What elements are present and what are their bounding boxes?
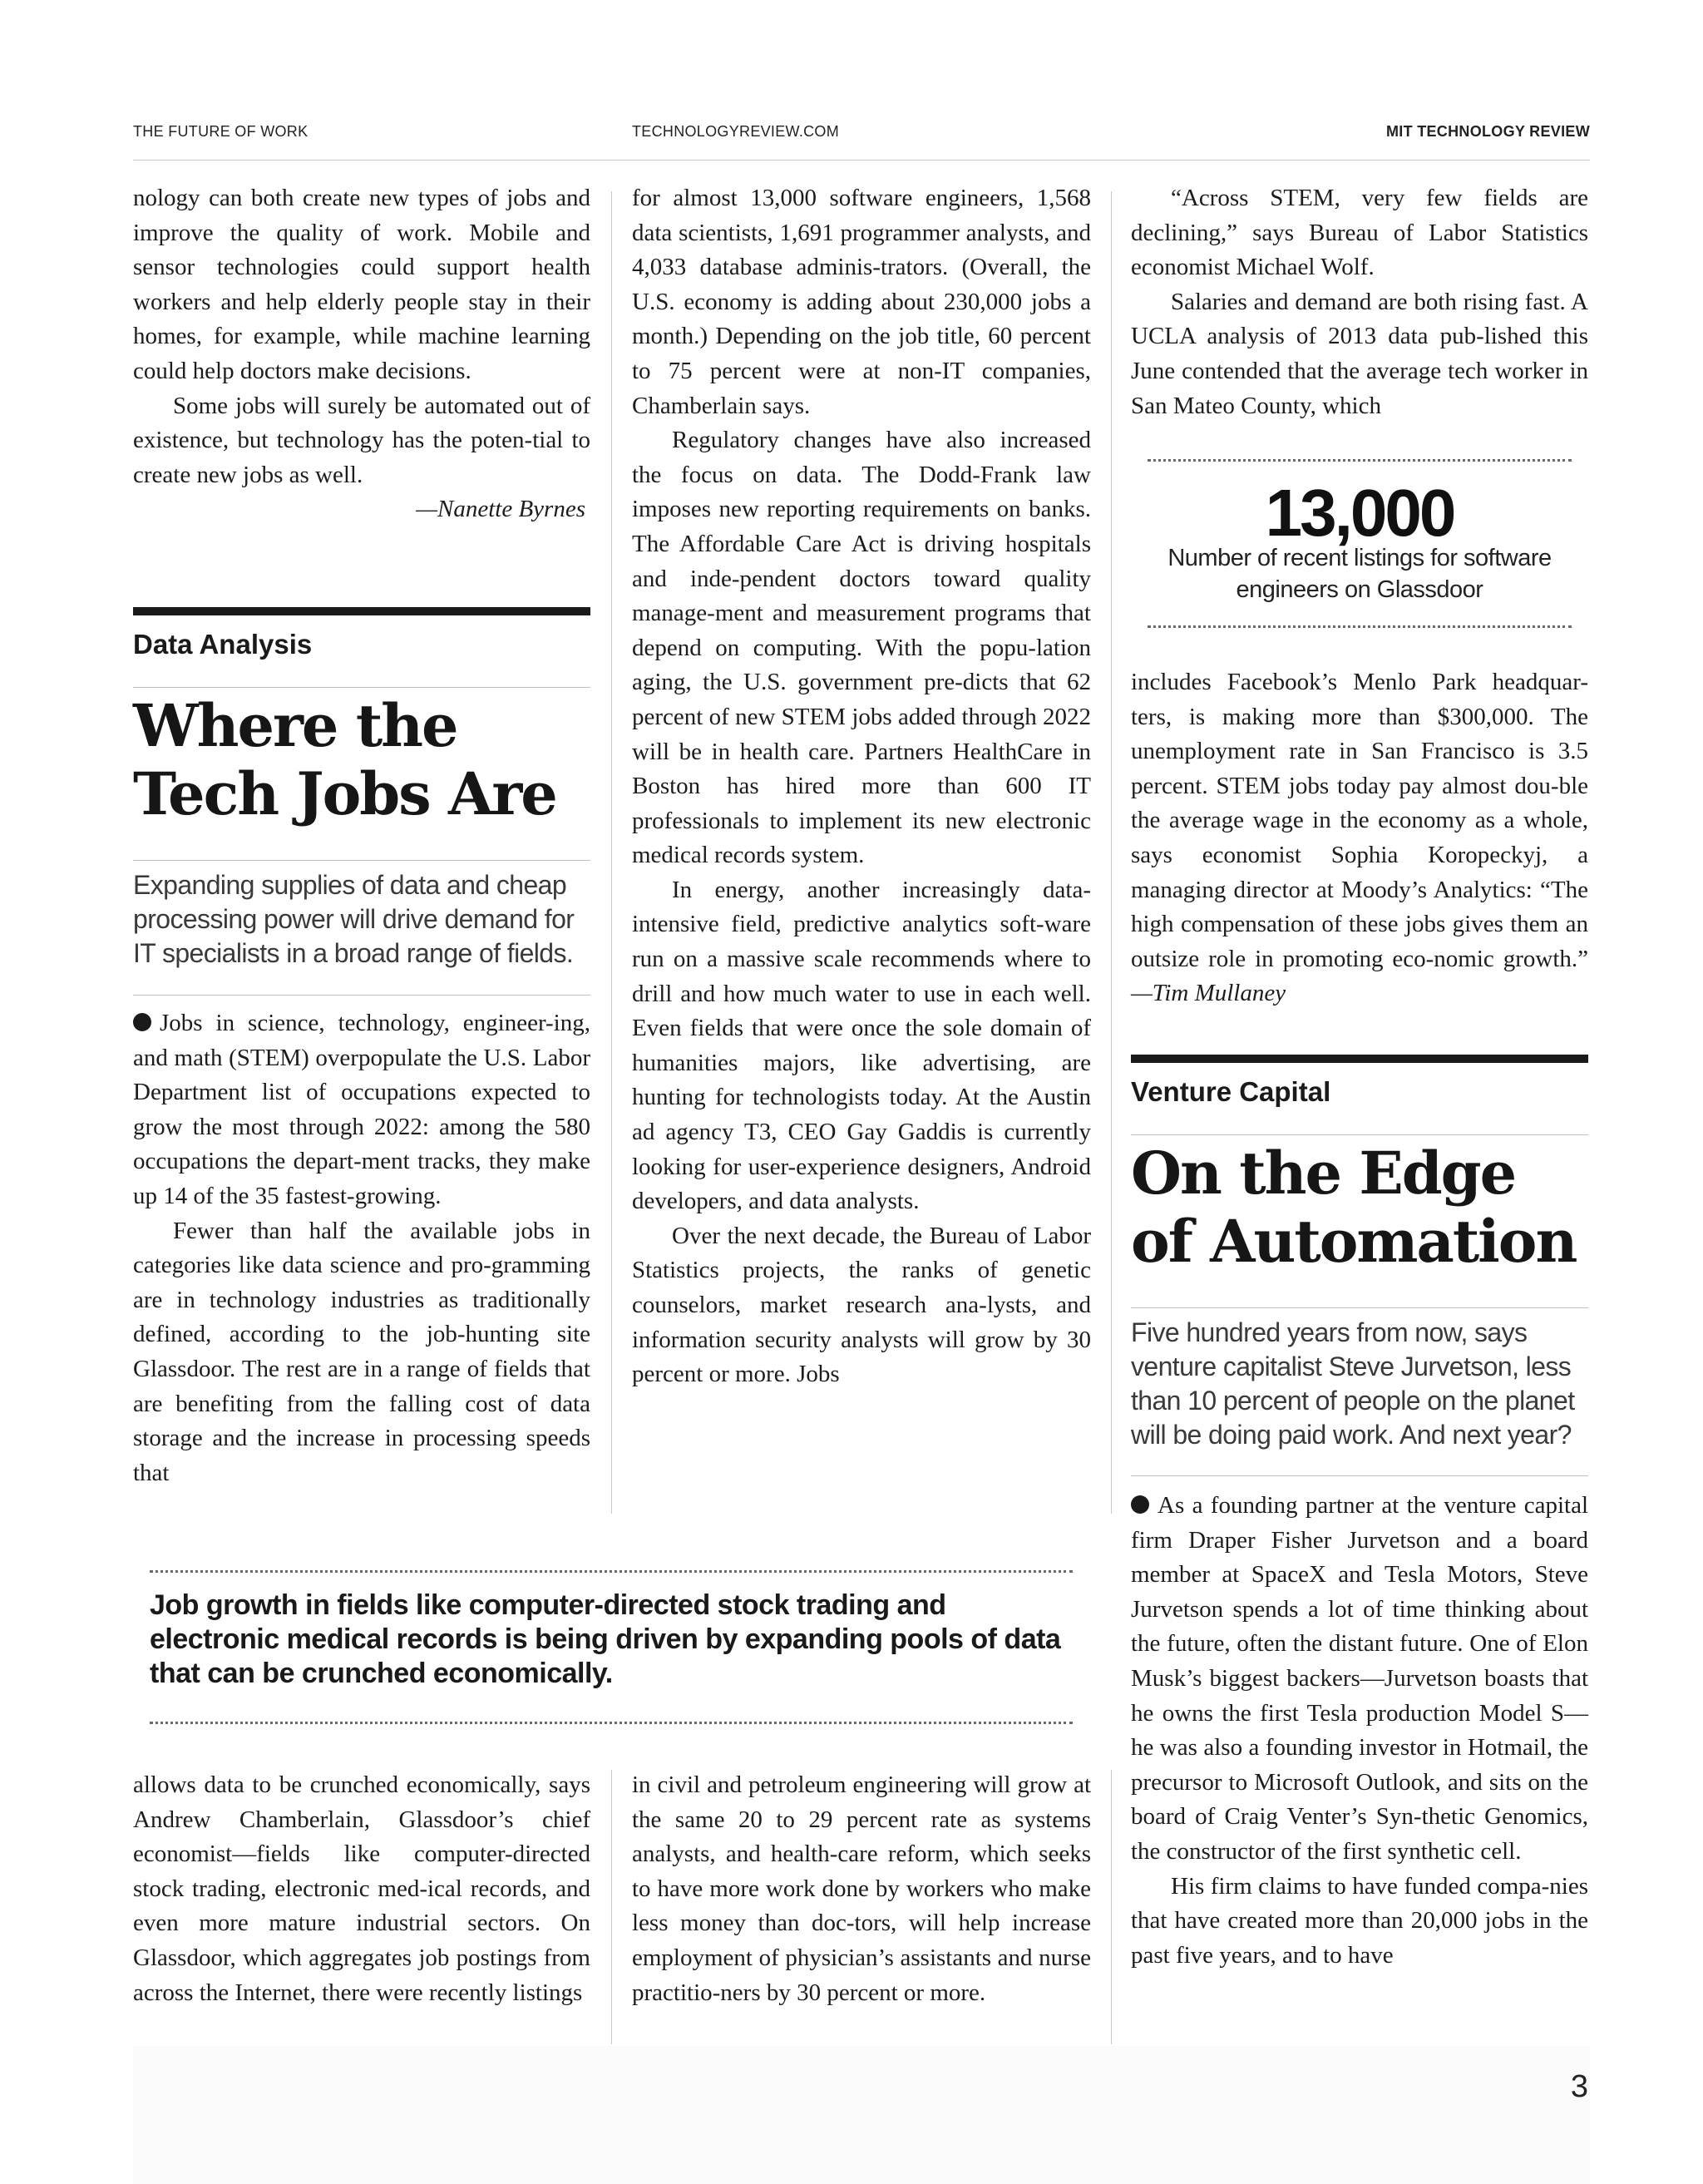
headline-line: Tech Jobs Are xyxy=(133,759,556,828)
running-header-publication: MIT TECHNOLOGY REVIEW xyxy=(1386,123,1590,140)
article-body-column-3 xyxy=(1131,181,1588,423)
bullet-icon xyxy=(133,1013,151,1031)
header-rule xyxy=(133,160,1590,161)
column-divider xyxy=(1111,191,1112,1514)
body-paragraph: In energy, another increasingly data-intensive field, predictive analytics soft-ware run on a massive scale recommends where to drill and how much water to use in each well. Even fields that were once the sole domain of humanities majors, like advertising, are hunting for technologists today. At the Austin ad agency T3, CEO Gay Gaddis is currently looking for user-experience designers, Android developers, and data analysts. xyxy=(632,876,1091,1215)
article-body xyxy=(133,1006,590,1490)
headline-rule xyxy=(1131,1307,1588,1308)
body-paragraph: Regulatory changes have also increased the focus on data. The Dodd-Frank law imposes new reporting requirements on banks. The Affordable Care Act is driving hospitals and inde-pendent doctors toward quality manage-ment and measurement programs that depend on computing. With the popu-lation aging, the U.S. government pre-dicts that 62 percent of new STEM jobs added through 2022 will be in health care. Partners HealthCare in Boston has hired more than 600 IT professionals to implement its new electronic medical records system. xyxy=(632,427,1091,869)
stat-caption: Number of recent listings for software engineers on Glassdoor xyxy=(1167,545,1552,603)
article-headline xyxy=(133,692,556,828)
body-paragraph: His firm claims to have funded compa-nies that have created more than 20,000 jobs in the past five years, and to have xyxy=(1131,1872,1588,1969)
section-bar xyxy=(1131,1055,1588,1063)
body-paragraph: for almost 13,000 software engineers, 1,568 data scientists, 1,691 programmer analysts, and 4,033 database adminis-trators. (Overall, the U.S. economy is adding about 230,000 jobs a month.) Depending on the job title, 60 percent to 75 percent were at non-IT companies, Chamberlain says. xyxy=(632,185,1091,419)
column-divider xyxy=(611,1770,612,2044)
headline-rule xyxy=(133,860,590,861)
running-header-section: THE FUTURE OF WORK xyxy=(133,123,309,140)
body-paragraph: “Across STEM, very few fields are declining,” says Bureau of Labor Statistics economist Michael Wolf. xyxy=(1131,185,1588,281)
body-paragraph: Fewer than half the available jobs in categories like data science and pro-gramming are in technology industries as traditionally defined, according to the job-hunting site Glassdoor. The rest are in a range of fields that are benefiting from the falling cost of data storage and the increase in processing speeds that xyxy=(133,1217,590,1486)
section-rule xyxy=(133,687,590,688)
dek-rule xyxy=(1131,1475,1588,1476)
article-dek: Five hundred years from now, says venture capitalist Steve Jurvetson, less than 10 percent of people on the planet will be doing paid work. And next year? xyxy=(1131,1317,1575,1450)
article-body-column-3-continued xyxy=(1131,665,1588,1011)
body-paragraph: Over the next decade, the Bureau of Labor Statistics projects, the ranks of genetic counselors, market research ana-lysts, and information security analysts will grow by 30 percent or more. Jobs xyxy=(632,1222,1091,1388)
stat-rule-top xyxy=(1148,459,1572,462)
article-body-column-2-continued xyxy=(632,1768,1091,2010)
pull-quote-rule-top xyxy=(150,1570,1073,1573)
headline-line: of Automation xyxy=(1131,1207,1577,1276)
author-signature: —Nanette Byrnes xyxy=(416,496,585,523)
pull-quote-rule-bottom xyxy=(150,1722,1073,1724)
body-paragraph: As a founding partner at the venture capital firm Draper Fisher Jurvetson and a board member at SpaceX and Tesla Motors, Steve Jurvetson spends a lot of time thinking about the future, often the distant future. One of Elon Musk’s biggest backers—Jurvetson boasts that he owns the first Tesla production Model S—he was also a founding investor in Hotmail, the precursor to Microsoft Outlook, and sits on the board of Craig Venter’s Syn-thetic Genomics, the constructor of the first synthetic cell. xyxy=(1131,1492,1588,1865)
body-paragraph: Some jobs will surely be automated out of existence, but technology has the poten-tial to create new jobs as well. xyxy=(133,392,590,488)
pull-quote: Job growth in fields like computer-directed stock trading and electronic medical records is being driven by expanding pools of data that can be crunched economically. xyxy=(150,1589,1061,1689)
section-rule xyxy=(1131,1134,1588,1135)
body-paragraph: allows data to be crunched economically, says Andrew Chamberlain, Glassdoor’s chief economist—fields like computer-directed stock trading, electronic med-ical records, and even more mature industrial sectors. On Glassdoor, which aggregates job postings from across the Internet, there were recently listings xyxy=(133,1771,590,2006)
column-divider xyxy=(1111,1770,1112,2044)
article-body-continued xyxy=(133,1768,590,2010)
dek-rule xyxy=(133,995,590,996)
page-number: 3 xyxy=(1570,2069,1588,2104)
bullet-icon xyxy=(1131,1495,1149,1514)
bottom-shade xyxy=(133,2046,1590,2184)
article-body xyxy=(1131,1489,1588,1973)
body-paragraph: nology can both create new types of jobs and improve the quality of work. Mobile and sensor technologies could support health workers and help elderly people stay in their homes, for example, while machine learning could help doctors make decisions. xyxy=(133,185,590,384)
headline-line: Where the xyxy=(133,691,457,760)
body-paragraph: Salaries and demand are both rising fast. A UCLA analysis of 2013 data pub-lished this June contended that the average tech worker in San Mateo County, which xyxy=(1131,288,1588,419)
body-paragraph: includes Facebook’s Menlo Park headquar-ters, is making more than $300,000. The unemployment rate in San Francisco is 3.5 percent. STEM jobs today pay almost dou-ble the average wage in the economy as a whole, says economist Sophia Koropeckyj, a managing director at Moody’s Analytics: “The high compensation of these jobs gives them an outsize role in promoting eco-nomic growth.” xyxy=(1131,669,1588,972)
headline-line: On the Edge xyxy=(1131,1139,1516,1208)
previous-article-ending xyxy=(133,181,590,527)
article-headline xyxy=(1131,1139,1576,1276)
stat-number: 13,000 xyxy=(1265,476,1454,550)
running-header-url[interactable]: TECHNOLOGYREVIEW.COM xyxy=(632,123,840,140)
column-divider xyxy=(611,191,612,1514)
author-signature: —Tim Mullaney xyxy=(1131,980,1286,1007)
body-paragraph: Jobs in science, technology, engineer-ing, and math (STEM) overpopulate the U.S. Labor Department list of occupations expected to grow the most through 2022: among the 580 occupations the depart-ment tracks, they make up 14 of the 35 fastest-growing. xyxy=(133,1010,590,1209)
section-label: Venture Capital xyxy=(1131,1076,1331,1107)
section-bar xyxy=(133,607,590,615)
body-paragraph: in civil and petroleum engineering will grow at the same 20 to 29 percent rate as systems analysts, and health-care reform, which seeks to have more work done by workers who make less money than doc-tors, will help increase employment of physician’s assistants and nurse practitio-ners by 30 percent or more. xyxy=(632,1771,1091,2006)
article-body-column-2 xyxy=(632,181,1091,1392)
stat-rule-bottom xyxy=(1148,625,1572,628)
section-label: Data Analysis xyxy=(133,629,313,660)
article-dek: Expanding supplies of data and cheap processing power will drive demand for IT specialists in a broad range of fields. xyxy=(133,870,575,968)
